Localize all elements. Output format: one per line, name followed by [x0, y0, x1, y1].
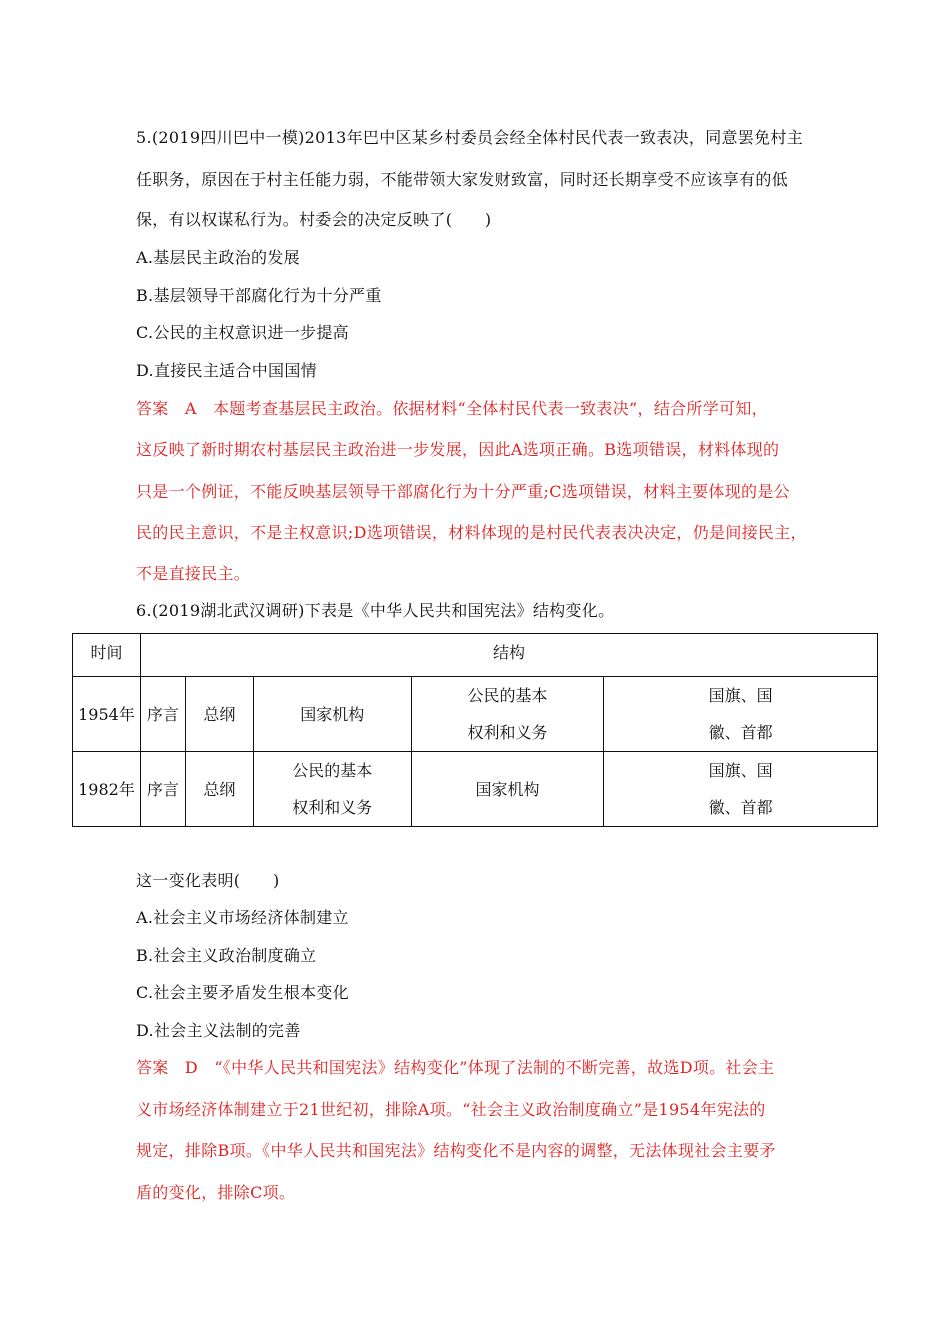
q6-option-a: A.社会主义市场经济体制建立: [136, 908, 349, 927]
table-cell: [185, 752, 253, 827]
q5-stem-line-3: 保，有以权谋私行为。村委会的决定反映了( ): [136, 210, 492, 229]
table-header-row: [73, 634, 878, 677]
cell-text: 总纲: [203, 779, 236, 799]
table-row: [73, 677, 878, 752]
q5-answer-line-1: 答案 A 本题考查基层民主政治。依据材料“全体村民代表一致表决”，结合所学可知，: [136, 399, 768, 418]
cell-text-line-1: 国旗、国: [708, 761, 773, 780]
q5-answer-line-4: 民的民主意识，不是主权意识;D选项错误，材料体现的是村民代表表决决定，仍是间接民主，: [136, 523, 807, 542]
q5-option-a: A.基层民主政治的发展: [136, 248, 300, 267]
header-structure: 结构: [140, 634, 877, 677]
q6-answer-line-4: 盾的变化，排除C项。: [136, 1183, 296, 1202]
cell-text: 总纲: [203, 704, 236, 724]
cell-text-line-1: 公民的基本: [467, 686, 548, 705]
q6-answer-line-3: 规定，排除B项。《中华人民共和国宪法》结构变化不是内容的调整，无法体现社会主要矛: [136, 1141, 776, 1160]
constitution-structure-table: [72, 633, 878, 827]
cell-text-line-2: 徽、首都: [708, 798, 773, 817]
table-cell: [140, 677, 185, 752]
table-cell: [411, 677, 604, 752]
cell-text-line-2: 权利和义务: [467, 723, 548, 742]
cell-text-line-1: 国旗、国: [708, 686, 773, 705]
cell-text: 序言: [146, 779, 179, 799]
row-year: 1954年: [73, 677, 141, 752]
cell-text-line-2: 权利和义务: [292, 798, 373, 817]
q6-answer-line-2: 义市场经济体制建立于21世纪初，排除A项。“社会主义政治制度确立”是1954年宪法的: [136, 1100, 766, 1119]
table-cell: [185, 677, 253, 752]
q5-answer-line-5: 不是直接民主。: [136, 564, 251, 583]
cell-text: 国家机构: [475, 779, 540, 799]
header-time: 时间: [73, 634, 141, 677]
q6-option-c: C.社会主要矛盾发生根本变化: [136, 983, 349, 1002]
cell-text-line-2: 徽、首都: [708, 723, 773, 742]
q6-question: 这一变化表明( ): [136, 871, 280, 890]
q6-stem: 6.(2019湖北武汉调研)下表是《中华人民共和国宪法》结构变化。: [136, 601, 615, 620]
q5-answer-line-2: 这反映了新时期农村基层民主政治进一步发展，因此A选项正确。B选项错误，材料体现的: [136, 440, 780, 459]
cell-text: 国家机构: [300, 704, 365, 724]
table-cell: [253, 677, 411, 752]
q6-answer-line-1: 答案 D “《中华人民共和国宪法》结构变化”体现了法制的不断完善，故选D项。社会主: [136, 1058, 775, 1077]
table-cell: [411, 752, 604, 827]
table-row: [73, 752, 878, 827]
cell-text-line-1: 公民的基本: [292, 761, 373, 780]
q5-option-c: C.公民的主权意识进一步提高: [136, 323, 349, 342]
cell-text: 序言: [146, 704, 179, 724]
q6-option-d: D.社会主义法制的完善: [136, 1021, 301, 1040]
table-cell: [604, 752, 878, 827]
q5-stem-line-1: 5.(2019四川巴中一模)2013年巴中区某乡村委员会经全体村民代表一致表决，同意罢免村主: [136, 128, 803, 147]
row-year: 1982年: [73, 752, 141, 827]
q5-option-d: D.直接民主适合中国国情: [136, 361, 317, 380]
table-cell: [140, 752, 185, 827]
q5-option-b: B.基层领导干部腐化行为十分严重: [136, 286, 382, 305]
q5-answer-line-3: 只是一个例证，不能反映基层领导干部腐化行为十分严重;C选项错误，材料主要体现的是公: [136, 482, 790, 501]
table-cell: [253, 752, 411, 827]
table-cell: [604, 677, 878, 752]
q5-stem-line-2: 任职务，原因在于村主任能力弱，不能带领大家发财致富，同时还长期享受不应该享有的低: [136, 170, 789, 189]
q6-option-b: B.社会主义政治制度确立: [136, 946, 317, 965]
